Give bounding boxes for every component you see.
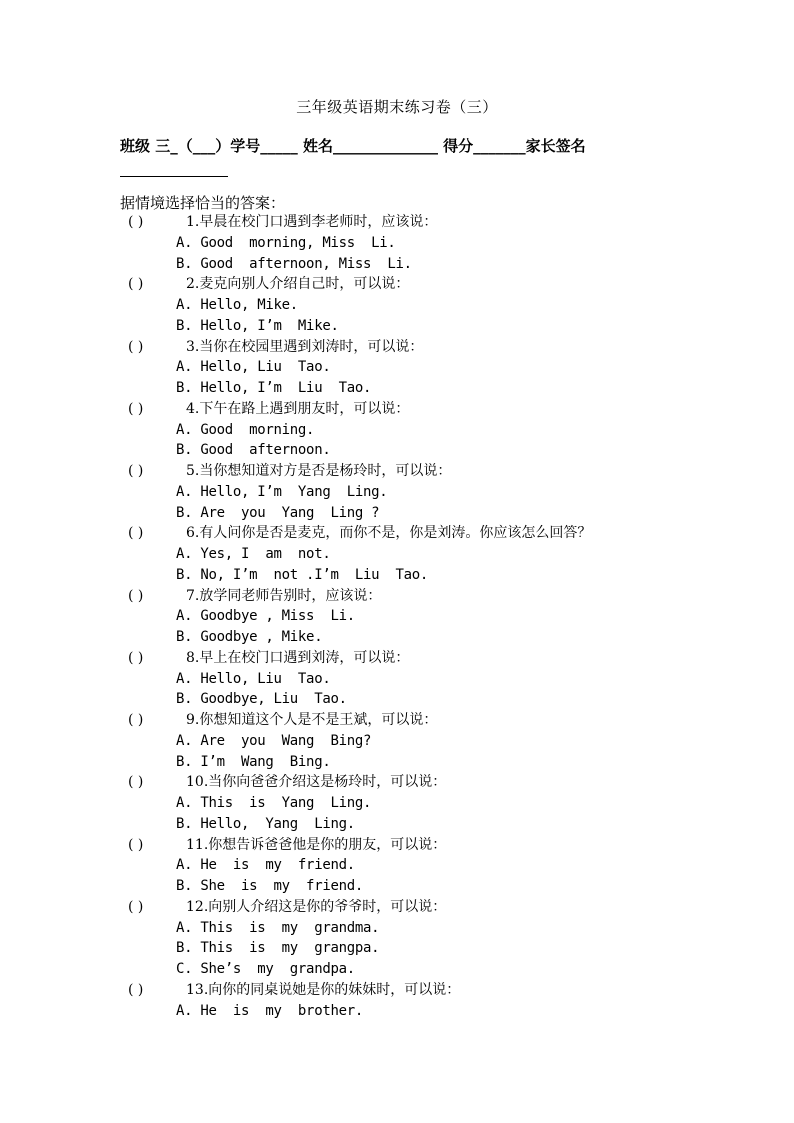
question-text: 12.向别人介绍这是你的爷爷时，可以说：: [186, 898, 447, 915]
answer-blank[interactable]: ( ): [128, 649, 144, 666]
answer-option: A. Hello, I’m Yang Ling.: [176, 483, 388, 500]
question-item: [0, 710, 794, 731]
question-item: [0, 835, 794, 856]
question-item: [0, 980, 794, 1001]
answer-option: A. He is my friend.: [176, 857, 355, 874]
question-text: 3.当你在校园里遇到刘涛时，可以说：: [186, 338, 424, 355]
question-item: [0, 586, 794, 607]
answer-blank[interactable]: ( ): [128, 712, 144, 728]
question-text: 5.当你想知道对方是否是杨玲时，可以说：: [186, 463, 452, 479]
answer-option: A. Hello, Mike.: [176, 297, 298, 313]
answer-option: A. Yes, I am not.: [176, 546, 331, 562]
question-item: [0, 399, 794, 420]
question-text: 10.当你向爸爸介绍这是杨玲时，可以说：: [186, 774, 447, 791]
answer-option: B. Hello, Yang Ling.: [176, 815, 355, 832]
question-item: [0, 337, 794, 358]
answer-option: B. Good afternoon.: [176, 442, 331, 459]
question-text: 1.早晨在校门口遇到李老师时，应该说：: [186, 214, 438, 230]
answer-option: A. Good morning.: [176, 421, 315, 438]
signature-blank-line: [120, 176, 228, 177]
question-item: [0, 274, 794, 295]
answer-option: A. Hello, Liu Tao.: [176, 359, 331, 376]
answer-option: A. Hello, Liu Tao.: [176, 670, 331, 687]
answer-option: C. She’s my grandpa.: [176, 961, 355, 977]
answer-option: B. Hello, I’m Mike.: [176, 317, 339, 334]
question-item: [0, 461, 794, 482]
question-text: 4.下午在路上遇到朋友时，可以说：: [186, 400, 410, 417]
answer-option: A. This is Yang Ling.: [176, 795, 372, 811]
question-item: [0, 212, 794, 233]
answer-option: A. He is my brother.: [176, 1002, 363, 1019]
question-text: 13.向你的同桌说她是你的妹妹时，可以说：: [186, 981, 461, 998]
instruction-text: 据情境选择恰当的答案：: [120, 194, 286, 212]
student-info-line: 班级 三_（___）学号_____ 姓名______________ 得分_______家长签名: [120, 137, 586, 155]
question-item: [0, 897, 794, 918]
answer-option: B. I’m Wang Bing.: [176, 753, 331, 770]
question-item: [0, 648, 794, 669]
page-title: 三年级英语期末练习卷（三）: [296, 98, 498, 116]
answer-blank[interactable]: ( ): [128, 836, 144, 853]
question-item: [0, 772, 794, 793]
question-text: 6.有人问你是否是麦克，而你不是，你是刘涛。你应该怎么回答？: [186, 525, 592, 542]
answer-blank[interactable]: ( ): [128, 338, 144, 355]
answer-blank[interactable]: ( ): [128, 400, 144, 417]
answer-option: A. This is my grandma.: [176, 919, 380, 936]
question-text: 9.你想知道这个人是不是王斌，可以说：: [186, 712, 438, 728]
question-text: 8.早上在校门口遇到刘涛，可以说：: [186, 649, 410, 666]
answer-option: B. Good afternoon, Miss Li.: [176, 255, 412, 272]
answer-option: B. Goodbye , Mike.: [176, 629, 323, 645]
answer-option: B. Goodbye, Liu Tao.: [176, 691, 347, 708]
answer-option: A. Are you Wang Bing?: [176, 732, 372, 749]
answer-option: A. Goodbye , Miss Li.: [176, 608, 355, 625]
answer-blank[interactable]: ( ): [128, 214, 144, 230]
answer-option: B. Are you Yang Ling ?: [176, 504, 380, 521]
answer-blank[interactable]: ( ): [128, 463, 144, 479]
question-item: [0, 523, 794, 544]
answer-option: B. Hello, I’m Liu Tao.: [176, 380, 372, 396]
answer-blank[interactable]: ( ): [128, 898, 144, 915]
answer-option: B. She is my friend.: [176, 878, 363, 894]
question-text: 2.麦克向别人介绍自己时，可以说：: [186, 276, 410, 293]
question-text: 7.放学同老师告别时，应该说：: [186, 587, 382, 604]
question-text: 11.你想告诉爸爸他是你的朋友，可以说：: [186, 836, 447, 853]
answer-blank[interactable]: ( ): [128, 774, 144, 791]
answer-option: B. No, I’m not .I’m Liu Tao.: [176, 566, 428, 583]
answer-blank[interactable]: ( ): [128, 525, 144, 542]
answer-option: B. This is my grangpa.: [176, 940, 380, 957]
answer-blank[interactable]: ( ): [128, 587, 144, 604]
answer-option: A. Good morning, Miss Li.: [176, 234, 396, 251]
answer-blank[interactable]: ( ): [128, 276, 144, 293]
answer-blank[interactable]: ( ): [128, 981, 144, 998]
question-list: [0, 212, 794, 1021]
